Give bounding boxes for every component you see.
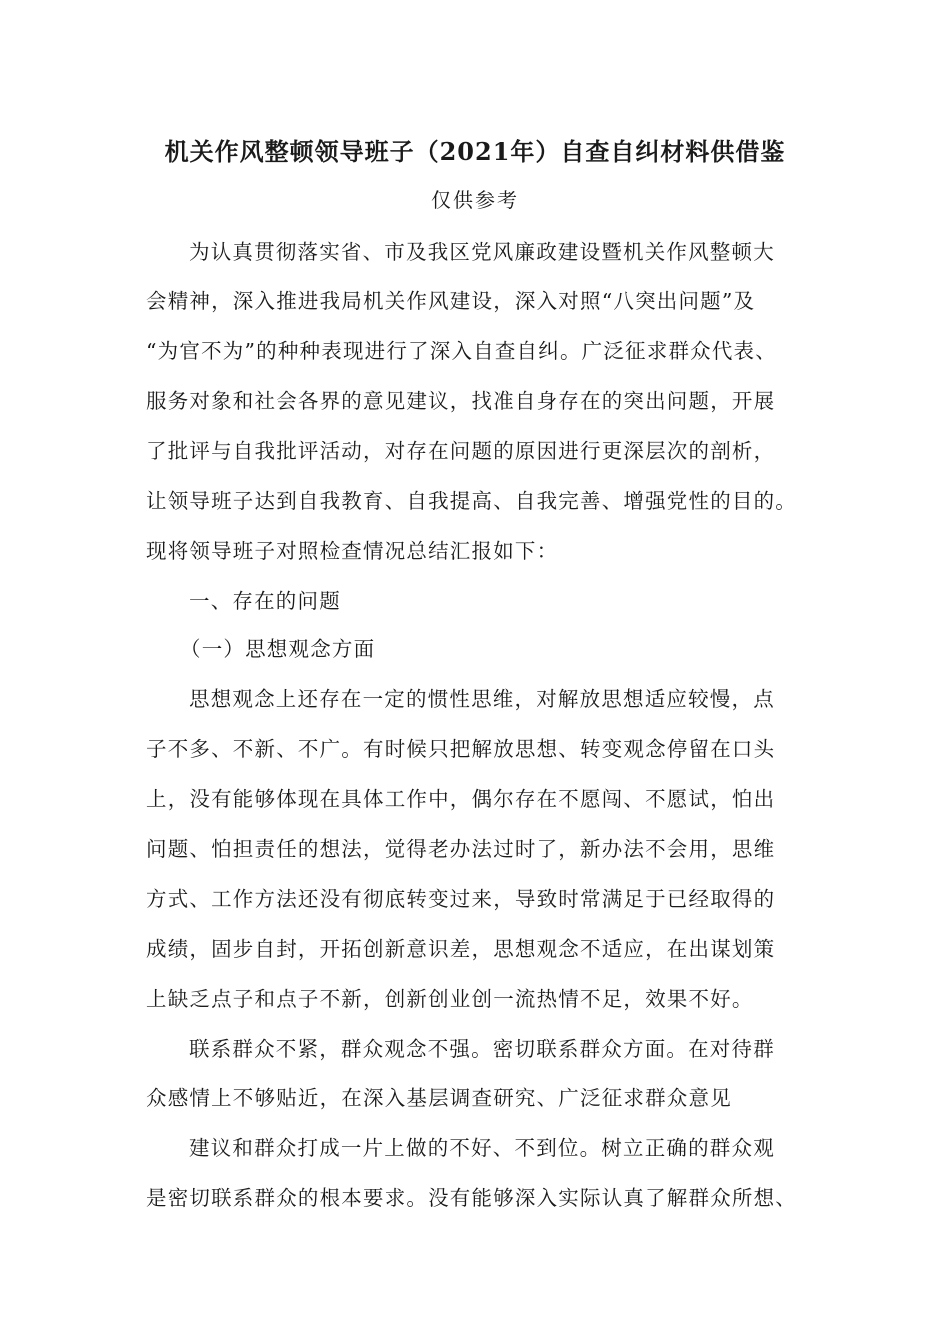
paragraph-line: 是密切联系群众的根本要求。没有能够深入实际认真了解群众所想、 — [146, 1186, 797, 1210]
paragraph-line: 上，没有能够体现在具体工作中，偶尔存在不愿闯、不愿试，怕出 — [146, 787, 776, 811]
document-title: 机关作风整顿领导班子（2021年）自查自纠材料供借鉴 — [164, 137, 786, 166]
paragraph-line: 思想观念上还存在一定的惯性思维，对解放思想适应较慢，点 — [189, 687, 775, 711]
paragraph-line: 上缺乏点子和点子不新，创新创业创一流热情不足，效果不好。 — [146, 987, 754, 1011]
paragraph-line: 成绩，固步自封，开拓创新意识差，思想观念不适应，在出谋划策 — [146, 937, 776, 961]
paragraph-line: 联系群众不紧，群众观念不强。密切联系群众方面。在对待群 — [189, 1037, 775, 1061]
document-subtitle: 仅供参考 — [431, 188, 519, 212]
paragraph-line: “为官不为”的种种表现进行了深入自查自纠。广泛征求群众代表、 — [146, 339, 777, 363]
subsection-heading: （一）思想观念方面 — [180, 637, 376, 661]
paragraph-line: 会精神，深入推进我局机关作风建设，深入对照“八突出问题”及 — [146, 289, 756, 313]
paragraph-line: 为认真贯彻落实省、市及我区党风廉政建设暨机关作风整顿大 — [189, 240, 775, 264]
paragraph-line: 了批评与自我批评活动，对存在问题的原因进行更深层次的剖析， — [146, 439, 776, 463]
paragraph-line: 让领导班子达到自我教育、自我提高、自我完善、增强党性的目的。 — [146, 489, 797, 513]
paragraph-line: 建议和群众打成一片上做的不好、不到位。树立正确的群众观 — [189, 1136, 775, 1160]
paragraph-line: 服务对象和社会各界的意见建议，找准自身存在的突出问题，开展 — [146, 389, 776, 413]
paragraph-line: 子不多、不新、不广。有时候只把解放思想、转变观念停留在口头 — [146, 737, 776, 761]
paragraph-line: 问题、怕担责任的想法，觉得老办法过时了，新办法不会用，思维 — [146, 837, 776, 861]
paragraph-line: 现将领导班子对照检查情况总结汇报如下： — [146, 539, 559, 563]
section-heading: 一、存在的问题 — [189, 589, 341, 613]
paragraph-line: 众感情上不够贴近，在深入基层调查研究、广泛征求群众意见 — [146, 1086, 732, 1110]
paragraph-line: 方式、工作方法还没有彻底转变过来，导致时常满足于已经取得的 — [146, 887, 776, 911]
